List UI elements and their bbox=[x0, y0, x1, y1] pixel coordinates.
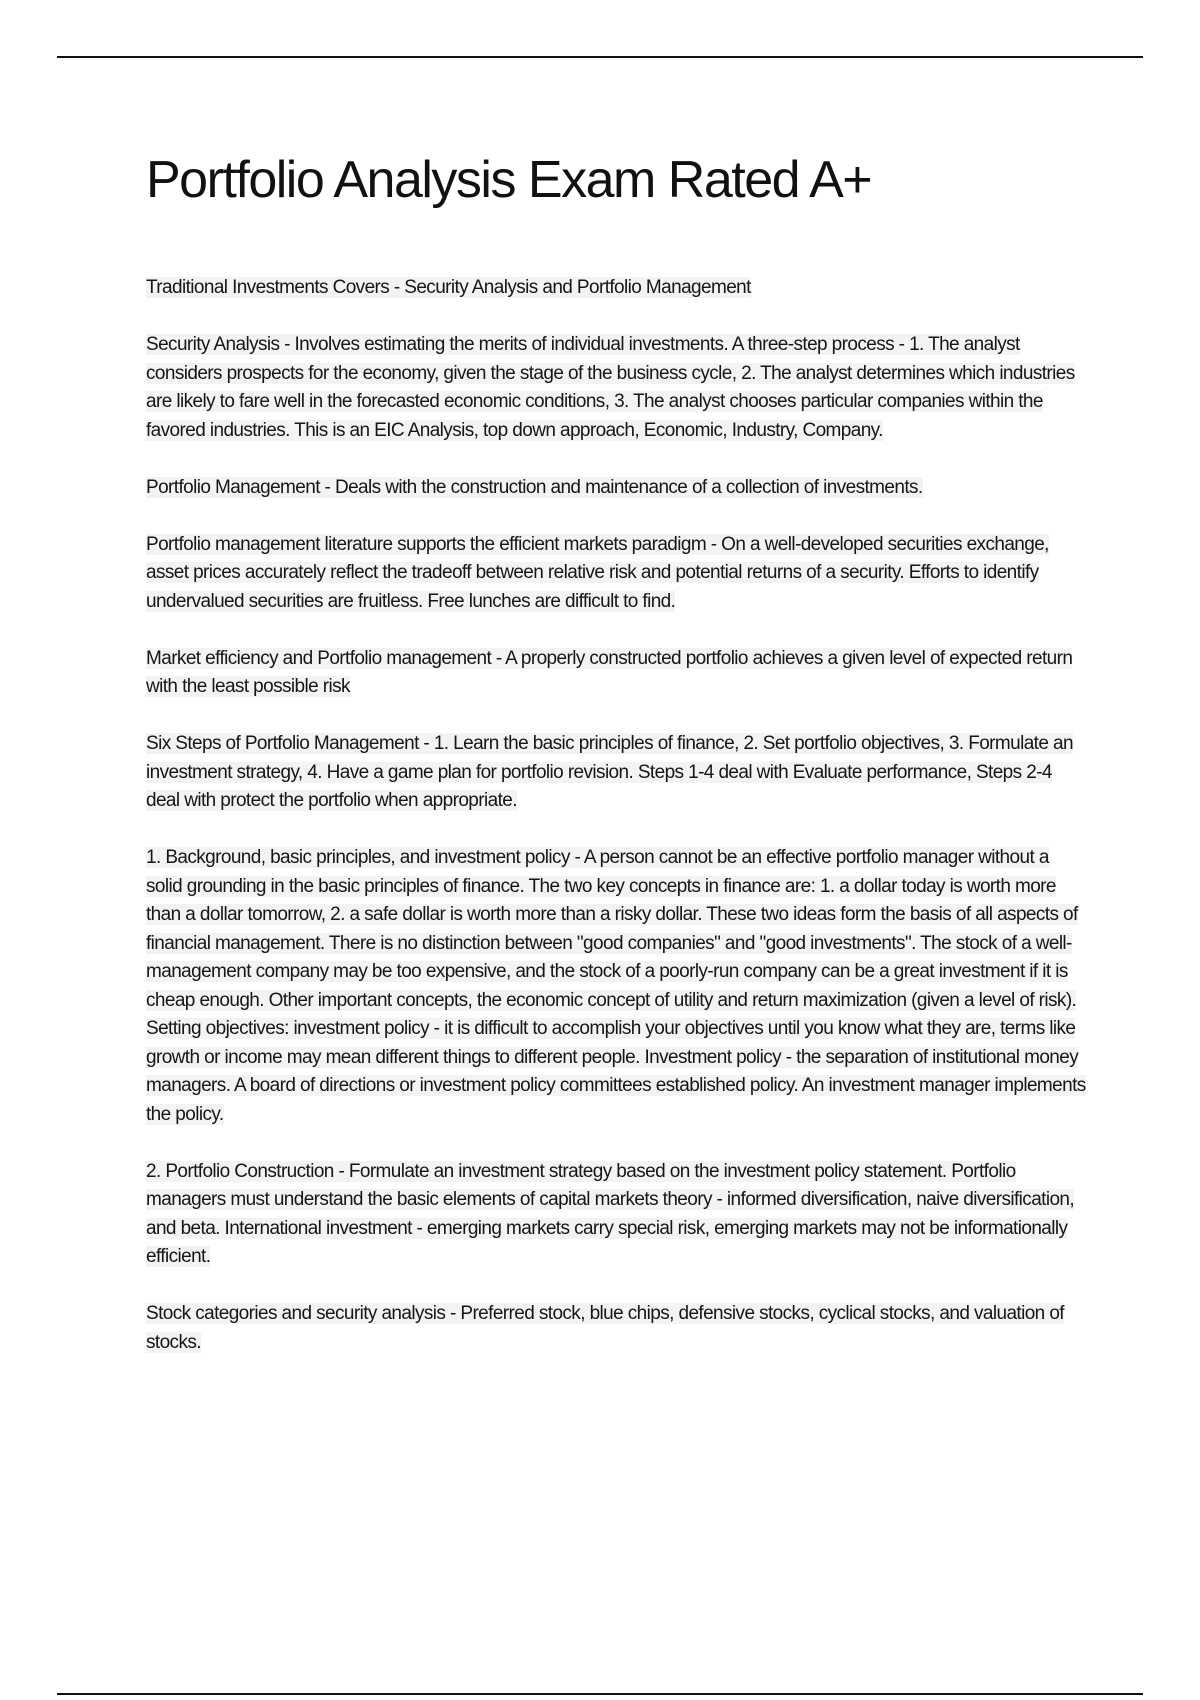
entry-paragraph bbox=[146, 474, 1086, 503]
entry-text: Portfolio management literature supports the efficient markets paradigm - On a well-developed securities exchange, asset prices accurately reflect the tradeoff between relative risk and potential returns of a security. Efforts to identify undervalued securities are fruitless. Free lunches are difficult to find. bbox=[146, 533, 1049, 612]
entry-paragraph bbox=[146, 730, 1086, 816]
top-divider bbox=[57, 56, 1143, 58]
document-title: Portfolio Analysis Exam Rated A+ bbox=[146, 151, 872, 209]
entry-text: Market efficiency and Portfolio management - A properly constructed portfolio achieves a given level of expected return with the least possible risk bbox=[146, 647, 1073, 697]
entry-paragraph bbox=[146, 331, 1086, 445]
entry-paragraph bbox=[146, 274, 1086, 303]
entry-text: 2. Portfolio Construction - Formulate an investment strategy based on the investment policy statement. Portfolio managers must understand the basic elements of capital markets theory - informed diversification, naive diversification, and beta. International investment - emerging markets carry special risk, emerging markets may not be informationally efficient. bbox=[146, 1160, 1075, 1267]
entry-text: Six Steps of Portfolio Management - 1. Learn the basic principles of finance, 2. Set portfolio objectives, 3. Formulate an investment strategy, 4. Have a game plan for portfolio revision. Steps 1-4 deal with Evaluate performance, Steps 2-4 deal with protect the portfolio when appropriate. bbox=[146, 733, 1073, 811]
entry-paragraph bbox=[146, 1158, 1086, 1272]
entry-paragraph bbox=[146, 1300, 1086, 1357]
bottom-divider bbox=[57, 1693, 1143, 1695]
entry-text: Stock categories and security analysis - Preferred stock, blue chips, defensive stocks, cyclical stocks, and valuation of stocks. bbox=[146, 1303, 1064, 1353]
document-body bbox=[146, 274, 1086, 1386]
entry-text: 1. Background, basic principles, and investment policy - A person cannot be an effective portfolio manager without a solid grounding in the basic principles of finance. The two key concepts in finance are: 1. a dollar today is worth more than a dollar tomorrow, 2. a safe dollar is worth more than a risky dollar. These two ideas form the basis of all aspects of financial management. There is no distinction between "good companies" and "good investments". The stock of a well-management company may be too expensive, and the stock of a poorly-run company can be a great investment if it is cheap enough. Other important concepts, the economic concept of utility and return maximization (given a level of risk). Setting objectives: investment policy - it is difficult to accomplish your objectives until you know what they are, terms like growth or income may mean different things to different people. Investment policy - the separation of institutional money managers. A board of directions or investment policy committees established policy. An investment manager implements the policy. bbox=[146, 847, 1086, 1125]
entry-paragraph bbox=[146, 645, 1086, 702]
entry-text: Security Analysis - Involves estimating the merits of individual investments. A three-step process - 1. The analyst considers prospects for the economy, given the stage of the business cycle, 2. The analyst determines which industries are likely to fare well in the forecasted economic conditions, 3. The analyst chooses particular companies within the favored industries. This is an EIC Analysis, top down approach, Economic, Industry, Company. bbox=[146, 334, 1075, 441]
entry-text: Traditional Investments Covers - Security Analysis and Portfolio Management bbox=[146, 277, 751, 298]
entry-paragraph bbox=[146, 531, 1086, 617]
entry-text: Portfolio Management - Deals with the construction and maintenance of a collection of investments. bbox=[146, 476, 923, 498]
entry-paragraph bbox=[146, 844, 1086, 1129]
